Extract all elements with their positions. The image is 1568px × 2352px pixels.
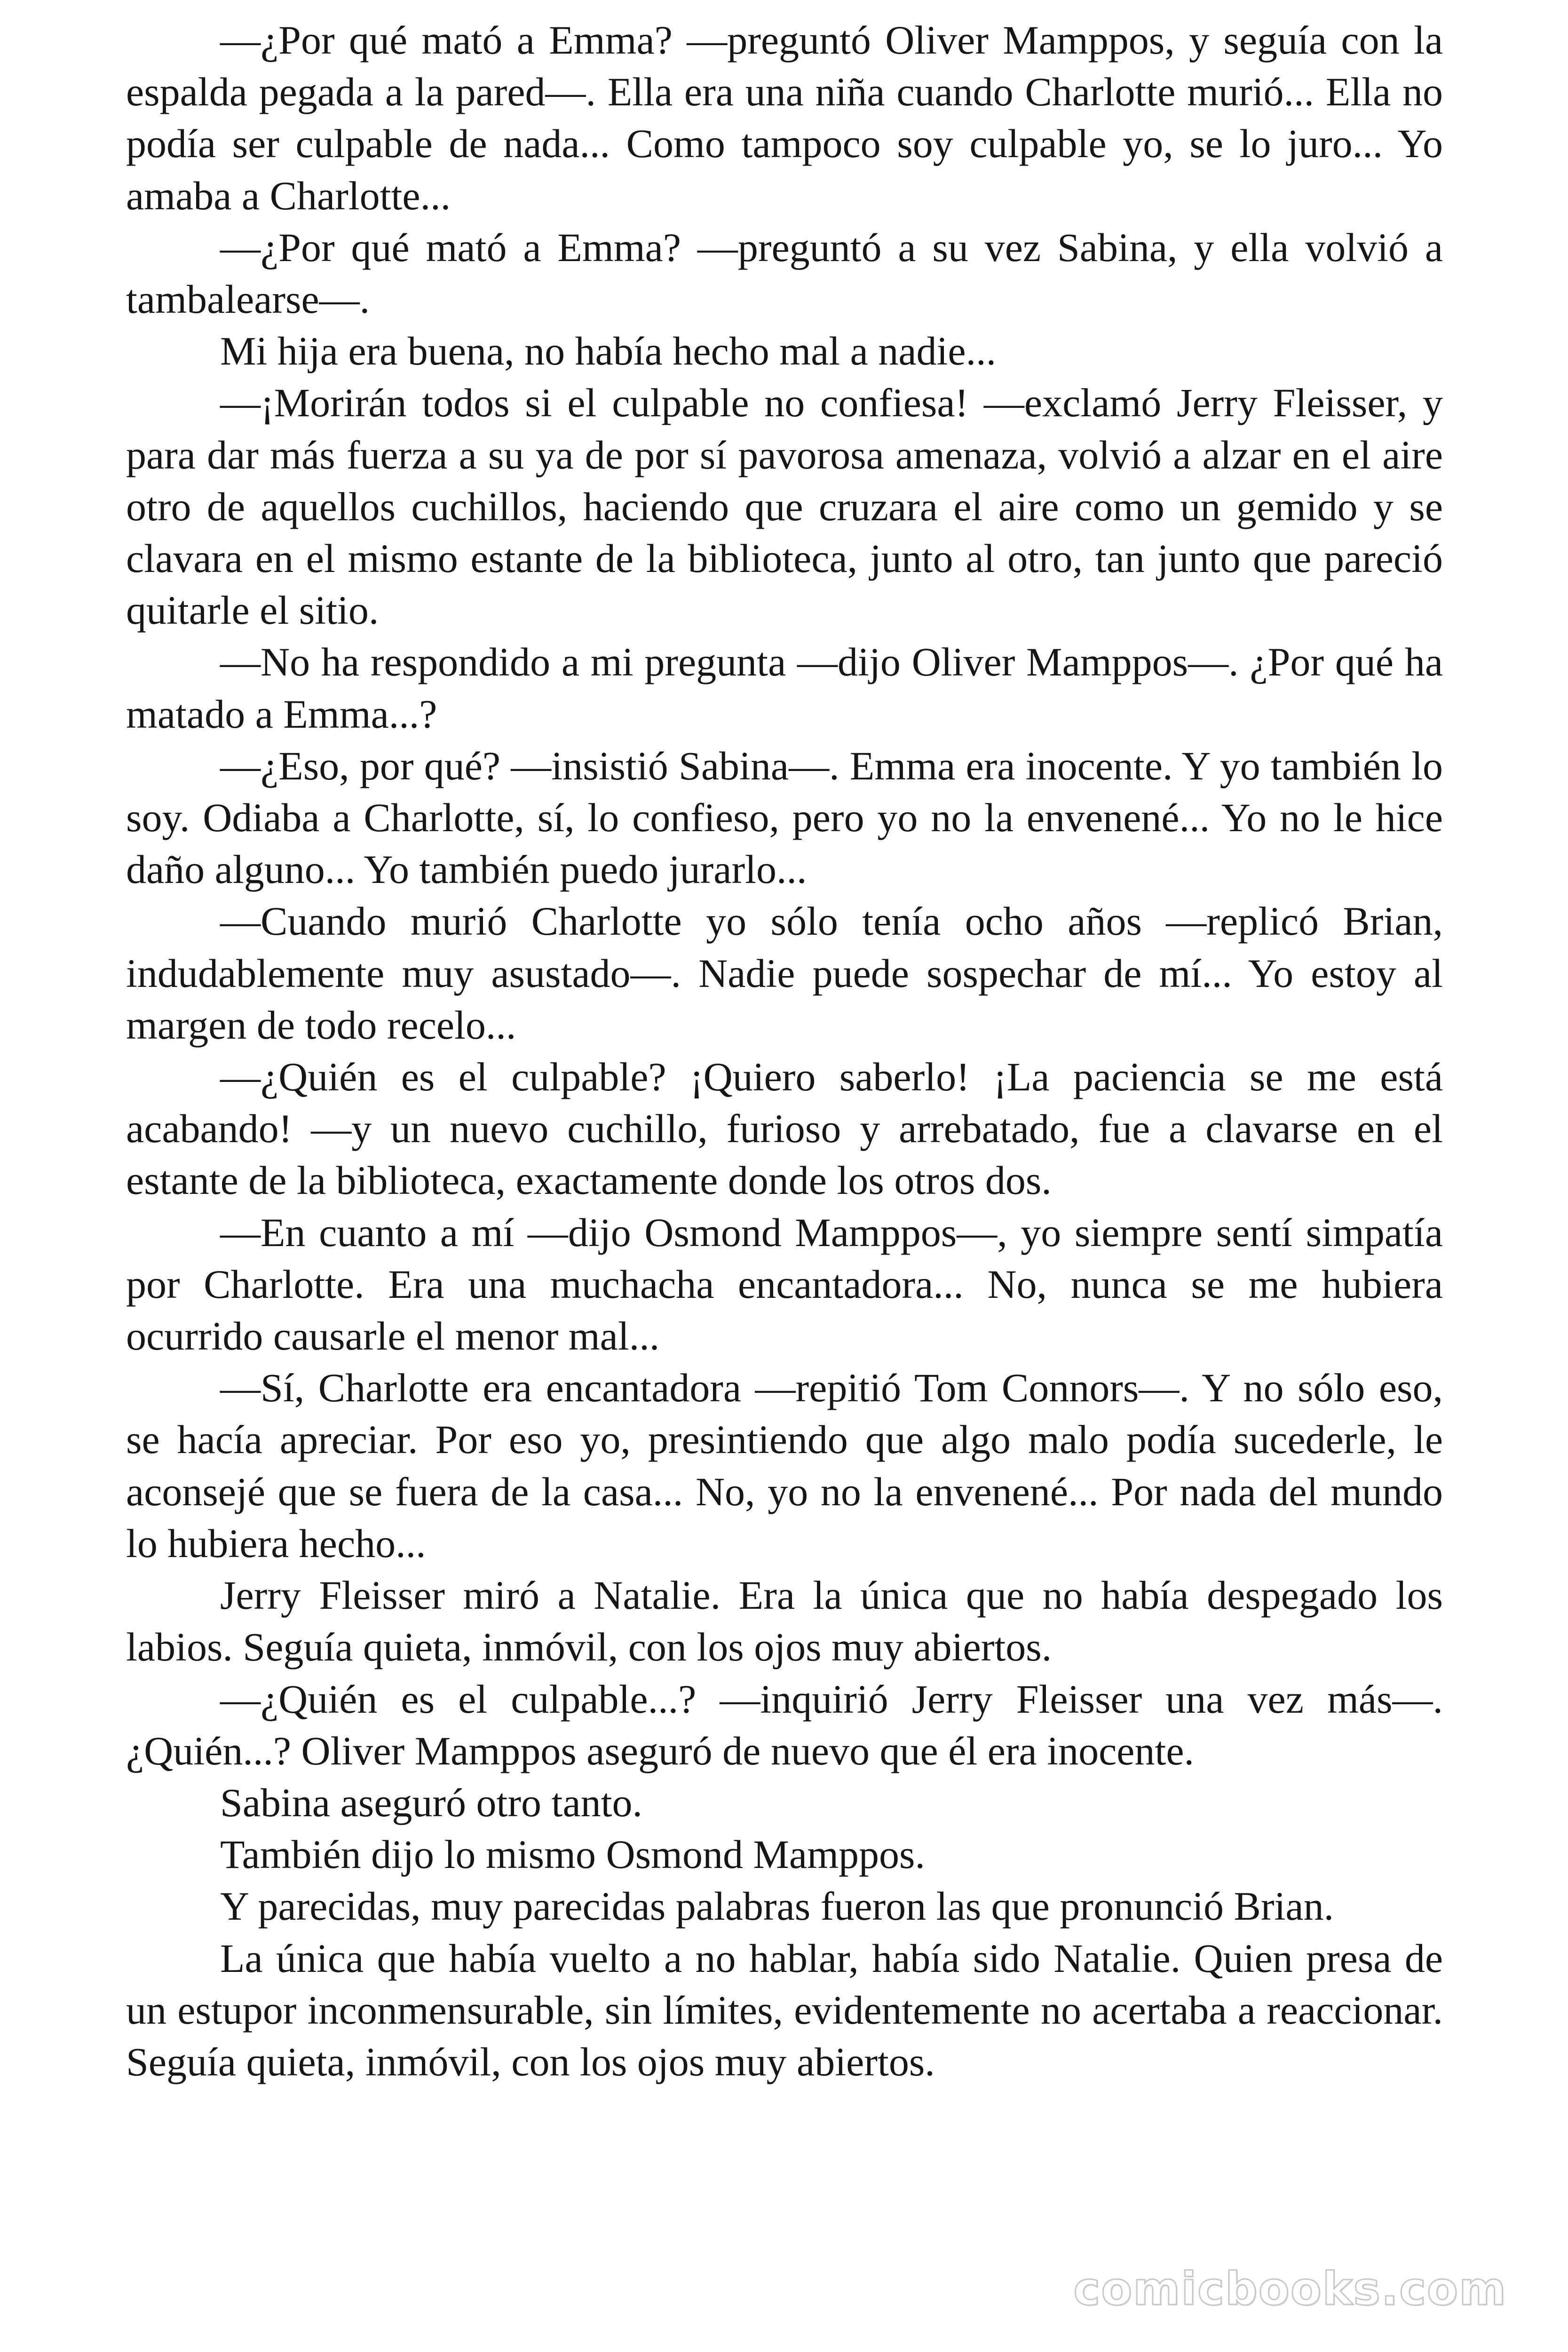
paragraph: —¿Eso, por qué? —insistió Sabina—. Emma era inocente. Y yo también lo soy. Odiaba a Charlotte, sí, lo confieso, pero yo no la envenené... Yo no le hice daño alguno... Yo también puedo jurarlo... xyxy=(126,743,1443,892)
paragraph: También dijo lo mismo Osmond Mamppos. xyxy=(220,1832,925,1877)
paragraph: —En cuanto a mí —dijo Osmond Mamppos—, yo siempre sentí simpatía por Charlotte. Era una muchacha encantadora... No, nunca se me hubiera ocurrido causarle el menor mal... xyxy=(126,1209,1443,1359)
paragraph: —Sí, Charlotte era encantadora —repitió Tom Connors—. Y no sólo eso, se hacía apreciar. Por eso yo, presintiendo que algo malo podía sucederle, le aconsejé que se fuera de la casa... No, yo no la envenené... Por nada del mundo lo hubiera hecho... xyxy=(126,1365,1443,1566)
paragraph: La única que había vuelto a no hablar, había sido Natalie. Quien presa de un estupor inconmensurable, sin límites, evidentemente no acertaba a reaccionar. Seguía quieta, inmóvil, con los ojos muy abiertos. xyxy=(126,1935,1443,2084)
page-body-text xyxy=(126,14,1443,2088)
paragraph: —Cuando murió Charlotte yo sólo tenía ocho años —replicó Brian, indudablemente muy asustado—. Nadie puede sospechar de mí... Yo estoy al margen de todo recelo... xyxy=(126,898,1443,1048)
paragraph: —¿Por qué mató a Emma? —preguntó a su vez Sabina, y ella volvió a tambalearse—. xyxy=(126,224,1443,322)
paragraph: —¿Quién es el culpable...? —inquirió Jerry Fleisser una vez más—. ¿Quién...? Oliver Mamppos aseguró de nuevo que él era inocente. xyxy=(126,1676,1443,1773)
paragraph: Y parecidas, muy parecidas palabras fueron las que pronunció Brian. xyxy=(220,1883,1334,1929)
paragraph: —¿Por qué mató a Emma? —preguntó Oliver Mamppos, y seguía con la espalda pegada a la pared—. Ella era una niña cuando Charlotte murió... Ella no podía ser culpable de nada... Como tampoco soy culpable yo, se lo juro... Yo amaba a Charlotte... xyxy=(126,17,1443,218)
paragraph: Sabina aseguró otro tanto. xyxy=(220,1780,643,1825)
watermark: comicbooks.com xyxy=(1073,2263,1507,2315)
paragraph: Jerry Fleisser miró a Natalie. Era la única que no había despegado los labios. Seguía quieta, inmóvil, con los ojos muy abiertos. xyxy=(126,1573,1443,1670)
paragraph: Mi hija era buena, no había hecho mal a nadie... xyxy=(220,328,997,374)
paragraph: —No ha respondido a mi pregunta —dijo Oliver Mamppos—. ¿Por qué ha matado a Emma...? xyxy=(126,639,1443,737)
paragraph: —¿Quién es el culpable? ¡Quiero saberlo! ¡La paciencia se me está acabando! —y un nuevo cuchillo, furioso y arrebatado, fue a clavarse en el estante de la biblioteca, exactamente donde los otros dos. xyxy=(126,1054,1443,1203)
paragraph: —¡Morirán todos si el culpable no confiesa! —exclamó Jerry Fleisser, y para dar más fuerza a su ya de por sí pavorosa amenaza, volvió a alzar en el aire otro de aquellos cuchillos, haciendo que cruzara el aire como un gemido y se clavara en el mismo estante de la biblioteca, junto al otro, tan junto que pareció quitarle el sitio. xyxy=(126,380,1443,633)
